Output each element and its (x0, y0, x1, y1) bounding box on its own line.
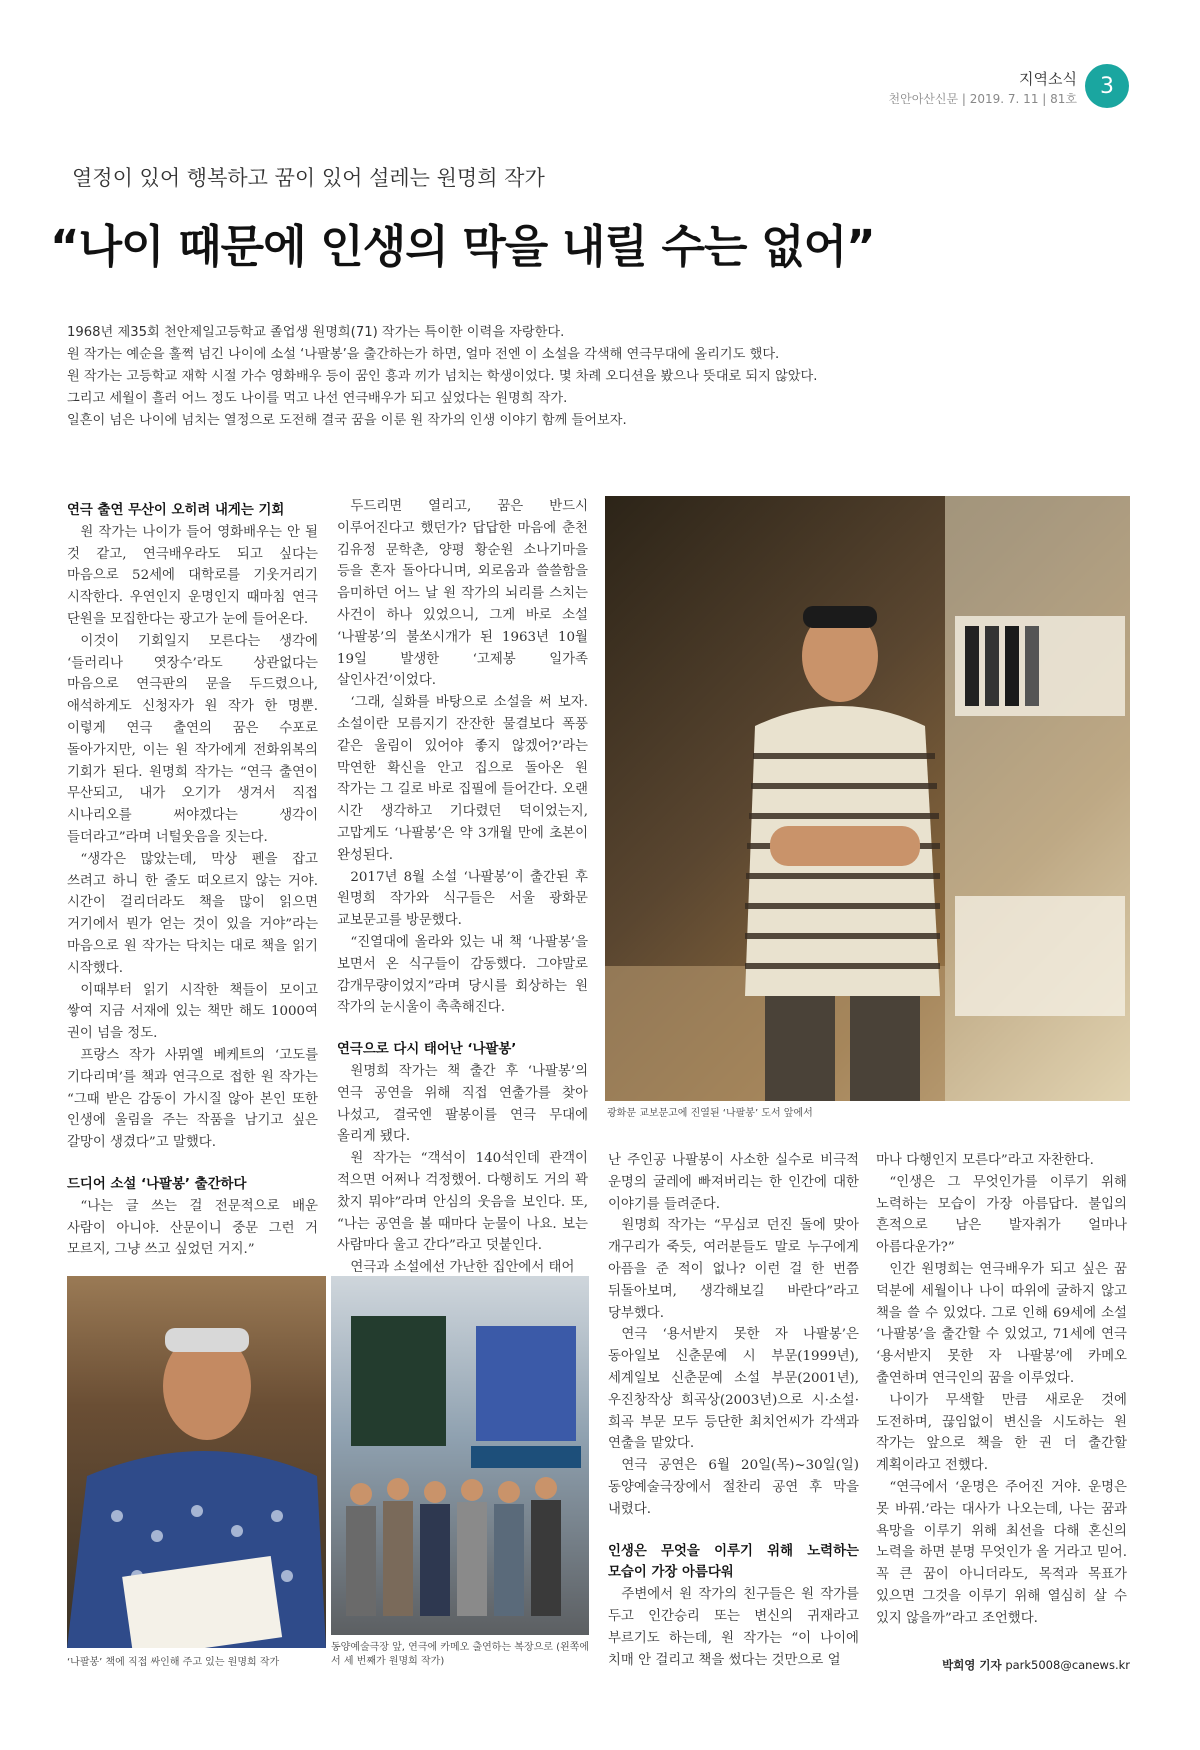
photo-caption: ‘나팔봉’ 책에 직접 싸인해 주고 있는 원명희 작가 (67, 1657, 280, 1668)
article-headline: “나이 때문에 인생의 막을 내릴 수는 없어” (50, 220, 875, 273)
paragraph: ‘그래, 실화를 바탕으로 소설을 써 보자. 소설이란 모름지기 잔잔한 물결보다 폭풍 같은 울림이 있어야 좋지 않겠어?’라는 막연한 확신을 안고 집으로 돌아온 원 작가는 그 길로 바로 집필에 들어간다. 오랜 시간 생각하고 기다렸던 덕이었는지, 고맙게도 ‘나팔봉’은 약 3개월 만에 초본이 완성된다. (337, 695, 588, 863)
article-column-4 (876, 1150, 1127, 1630)
paragraph: 마나 다행인지 모른다”라고 자찬한다. (876, 1153, 1094, 1168)
issue-meta: 천안아산신문 | 2019. 7. 11 | 81호 (888, 92, 1077, 106)
section-label: 지역소식 (1019, 70, 1077, 88)
paragraph: “생각은 많았는데, 막상 펜을 잡고 쓰려고 하니 한 줄도 떠오르지 않는 거야. 시간이 걸리더라도 책을 많이 읽으면 거기에서 뭔가 얻는 것이 있을 거야”라는 마음으로 원 작가는 닥치는 대로 책을 읽기 시작했다. (67, 851, 318, 976)
paragraph: 프랑스 작가 사뮈엘 베케트의 ‘고도를 기다리며’를 책과 연극으로 접한 원 작가는 “그때 받은 감동이 가시질 않아 본인 또한 인생에 울림을 주는 작품을 남기고 싶은 갈망이 생겼다”고 말했다. (67, 1047, 318, 1151)
paragraph: 두드리면 열리고, 꿈은 반드시 이루어진다고 했던가? 답답한 마음에 춘천 김유정 문학촌, 양평 황순원 소나기마을 등을 혼자 돌아다니며, 외로움과 쓸쓸함을 음미하던 어느 날 원 작가의 뇌리를 스치는 사건이 하나 있었으니, 그게 바로 소설 ‘나팔봉’의 불쏘시개가 된 1963년 10월 19일 발생한 ‘고제봉 일가족 살인사건’이었다. (337, 499, 588, 689)
section-heading: 드디어 소설 ‘나팔봉’ 출간하다 (67, 1176, 247, 1192)
paragraph: 주변에서 원 작가의 친구들은 원 작가를 두고 인간승리 또는 변신의 귀재라고 부르기도 하는데, 원 작가는 “이 나이에 치매 안 걸리고 책을 썼다는 것만으로 얼 (608, 1587, 859, 1668)
section-heading: 연극 출연 무산이 오히려 내게는 기회 (67, 503, 285, 518)
paragraph: “나는 글 쓰는 걸 전문적으로 배운 사람이 아니야. 산문이니 중문 그런 거 모르지, 그냥 쓰고 싶었던 거지.” (67, 1198, 318, 1258)
paragraph: 이것이 기회일지 모른다는 생각에 ‘들러리나 엿장수’라도 상관없다는 마음으로 연극판의 문을 두드렸으나, 애석하게도 신청자가 원 작가 한 명뿐. 이렇게 연극 출연의 꿈은 수포로 돌아가지만, 이는 원 작가에게 전화위복의 기회가 된다. 원명희 작가는 “연극 출연이 무산되고, 내가 오기가 생겨서 직접 시나리오를 써야겠다는 생각이 들더라고”라며 너털웃음을 짓는다. (67, 633, 318, 845)
paragraph: 원명희 작가는 책 출간 후 ‘나팔봉’의 연극 공연을 위해 직접 연출가를 찾아 나섰고, 결국엔 팔봉이를 연극 무대에 올리게 됐다. (337, 1063, 588, 1145)
paragraph: 인간 원명희는 연극배우가 되고 싶은 꿈 덕분에 세월이나 나이 따위에 굴하지 않고 책을 쓸 수 있었다. 그로 인해 69세에 소설 ‘나팔봉’을 출간할 수 있었고, 71세에 연극 ‘용서받지 못한 자 나팔봉’에 카메오 출연하며 연극인의 꿈을 이루었다. (876, 1261, 1127, 1386)
paragraph: 이때부터 읽기 시작한 책들이 모이고 쌓여 지금 서재에 있는 책만 해도 1000여 권이 넘을 정도. (67, 982, 318, 1042)
author-signing-photo (67, 1276, 326, 1648)
photo-caption: 광화문 교보문고에 진열된 ‘나팔봉’ 도서 앞에서 (607, 1108, 813, 1119)
lead-line: 일흔이 넘은 나이에 넘치는 열정으로 도전해 결국 꿈을 이룬 원 작가의 인생 이야기 함께 들어보자. (67, 413, 627, 428)
section-heading: 인생은 무엇을 이루기 위해 노력하는 모습이 가장 아름다워 (608, 1543, 859, 1581)
paragraph: 연극 공연은 6월 20일(목)~30일(일) 동양예술극장에서 절찬리 공연 후 막을 내렸다. (608, 1458, 859, 1517)
paragraph: 연극과 소설에선 가난한 집안에서 태어 (350, 1260, 575, 1276)
article-lead (67, 322, 1127, 432)
page-number-badge: 3 (1085, 64, 1129, 108)
lead-line: 원 작가는 고등학교 재학 시절 가수 영화배우 등이 꿈인 흥과 끼가 넘치는 학생이었다. 몇 차례 오디션을 봤으나 뜻대로 되지 않았다. (67, 369, 818, 384)
paragraph: 난 주인공 나팔봉이 사소한 실수로 비극적 운명의 굴레에 빠져버리는 한 인간에 대한 이야기를 들려준다. (608, 1153, 859, 1212)
paragraph: “연극에서 ‘운명은 주어진 거야. 운명은 못 바꿔.’라는 대사가 나오는데, 나는 꿈과 욕망을 이루기 위해 최선을 다해 혼신의 노력을 하면 분명 무엇인가 올 거라고 믿어. 꼭 큰 꿈이 아니더라도, 목적과 목표가 있으면 그것을 이루기 위해 열심히 살 수 있지 않을까”라고 조언했다. (876, 1479, 1127, 1626)
paragraph: “인생은 그 무엇인가를 이루기 위해 노력하는 모습이 가장 아름답다. 불입의 흔적으로 남은 발자취가 얼마나 아름다운가?” (876, 1174, 1127, 1256)
paragraph: 나이가 무색할 만큼 새로운 것에 도전하며, 끊임없이 변신을 시도하는 원 작가는 앞으로 책을 한 권 더 출간할 계획이라고 전했다. (876, 1392, 1127, 1474)
lead-line: 1968년 제35회 천안제일고등학교 졸업생 원명희(71) 작가는 특이한 이력을 자랑한다. (67, 325, 565, 340)
article-column-3 (608, 1150, 859, 1671)
author-bookstore-photo (605, 496, 1130, 1101)
paragraph: “진열대에 올라와 있는 내 책 ‘나팔봉’을 보면서 온 식구들이 감동했다. 그야말로 감개무량이었지”라며 당시를 회상하는 원 작가의 눈시울이 촉촉해진다. (337, 934, 588, 1016)
paragraph: 2017년 8월 소설 ‘나팔봉’이 출간된 후 원명희 작가와 식구들은 서울 광화문 교보문고를 방문했다. (337, 869, 588, 929)
author-email: park5008@canews.kr (1005, 1658, 1130, 1672)
photo-caption: 동양예술극장 앞, 연극에 카메오 출연하는 복장으로 (왼쪽에서 세 번째가 원명희 작가) (331, 1642, 589, 1667)
author-name: 박희영 기자 (942, 1658, 1002, 1672)
article-column-1 (67, 496, 318, 1261)
paragraph: 원 작가는 나이가 들어 영화배우는 안 될 것 같고, 연극배우라도 되고 싶다는 마음으로 52세에 대학로를 기웃거리기 시작한다. 우연인지 운명인지 때마침 연극 단원을 모집한다는 광고가 눈에 들어온다. (67, 524, 318, 627)
paragraph: 원명희 작가는 “무심코 던진 돌에 맞아 개구리가 죽듯, 여러분들도 말로 누구에게 아픔을 준 적이 없나? 이런 걸 한 번쯤 뒤돌아보며, 생각해보길 바란다”라고 당부했다. (608, 1218, 859, 1321)
lead-line: 원 작가는 예순을 훌쩍 넘긴 나이에 소설 ‘나팔봉’을 출간하는가 하면, 얼마 전엔 이 소설을 각색해 연극무대에 올리기도 했다. (67, 347, 780, 362)
article-column-2 (337, 496, 588, 1279)
section-heading: 연극으로 다시 태어난 ‘나팔봉’ (337, 1042, 517, 1058)
lead-line: 그리고 세월이 흘러 어느 정도 나이를 먹고 나선 연극배우가 되고 싶었다는 원명희 작가. (67, 391, 568, 406)
paragraph: 연극 ‘용서받지 못한 자 나팔봉’은 동아일보 신춘문예 시 부문(1999년), 세계일보 신춘문예 소설 부문(2001년), 우진창작상 희곡상(2003년)으로 시·소설·희곡 부문 모두 등단한 최치언씨가 각색과 연출을 맡았다. (608, 1327, 859, 1452)
paragraph: 원 작가는 “객석이 140석인데 관객이 적으면 어쩌나 걱정했어. 다행히도 거의 꽉 찼지 뭐야”라며 안심의 웃음을 보인다. 또, “나는 공연을 볼 때마다 눈물이 나요. 보는 사람마다 울고 간다”라고 덧붙인다. (337, 1151, 588, 1254)
theater-group-photo (331, 1276, 589, 1635)
author-byline (942, 1657, 1130, 1673)
article-subhead: 열정이 있어 행복하고 꿈이 있어 설레는 원명희 작가 (72, 166, 545, 190)
